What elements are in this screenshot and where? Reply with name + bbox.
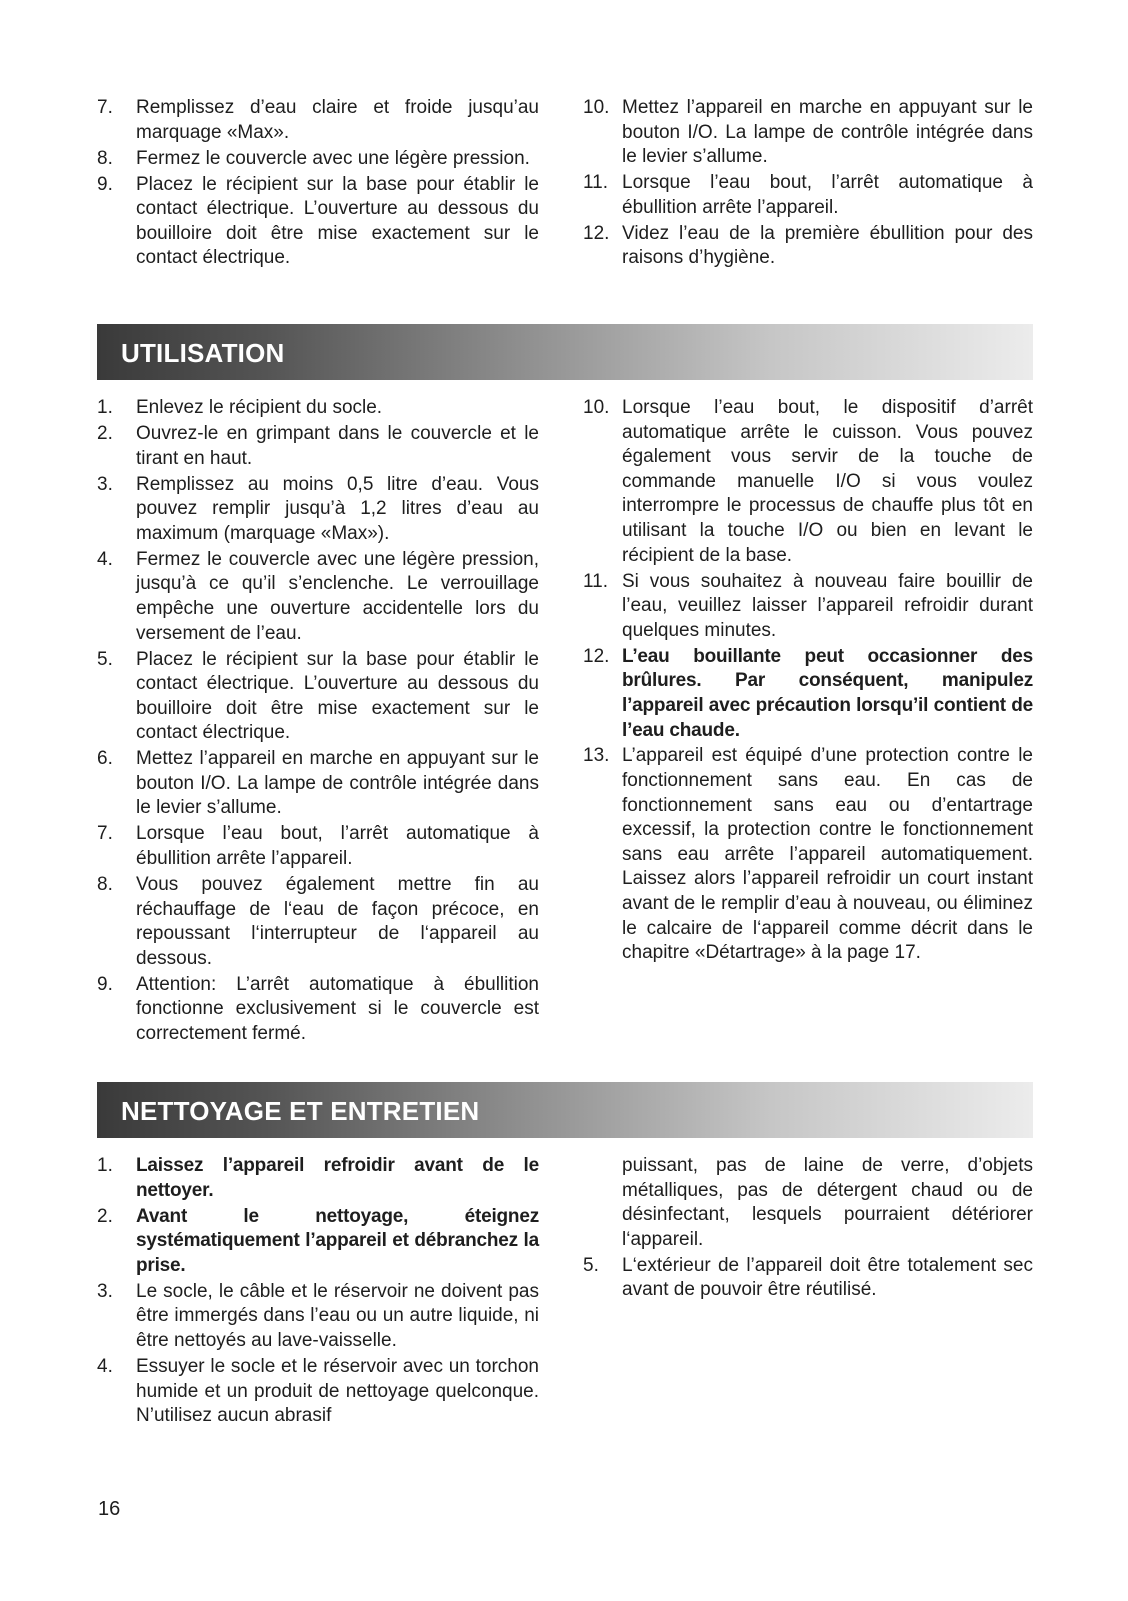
list-item [583, 222, 1033, 271]
item-number: 1. [97, 397, 113, 418]
utilisation-left-list [97, 396, 539, 1047]
list-item [583, 1154, 1033, 1252]
item-text: Si vous souhaitez à nouveau faire bouillir de l’eau, veuillez laisser l’appareil refroidir durant quelques minutes. [622, 570, 1033, 641]
utilisation-right-list [583, 396, 1033, 966]
list-item [97, 1355, 539, 1429]
item-number: 7. [97, 97, 113, 118]
list-item [583, 744, 1033, 965]
item-text: Essuyer le socle et le réservoir avec un torchon humide et un produit de nettoyage quelconque. N’utilisez aucun abrasif [136, 1355, 539, 1427]
list-item [97, 473, 539, 547]
list-item [97, 747, 539, 821]
item-text: Fermez le couvercle avec une légère pression. [136, 147, 530, 169]
item-text: Fermez le couvercle avec une légère pression, jusqu’à ce qu’il s’enclenche. Le verrouillage empêche une ouverture accidentelle lors du versement de l’eau. [136, 548, 539, 644]
item-number: 12. [583, 645, 610, 667]
item-number: 3. [97, 1280, 113, 1302]
item-number: 3. [97, 473, 113, 495]
item-text: Mettez l’appareil en marche en appuyant sur le bouton I/O. La lampe de contrôle intégrée dans le levier s’allume. [136, 748, 539, 819]
item-text: Lorsque l’eau bout, l’arrêt automatique à ébullition arrête l’appareil. [622, 172, 1033, 218]
list-item [583, 1254, 1033, 1303]
nettoyage-heading: NETTOYAGE ET ENTRETIEN [121, 1096, 480, 1126]
list-item [583, 96, 1033, 170]
item-text: Remplissez au moins 0,5 litre d’eau. Vous pouvez remplir jusqu’à 1,2 litres d’eau au maximum (marquage «Max»). [136, 473, 539, 544]
item-number: 4. [97, 1355, 113, 1377]
utilisation-right-column [583, 396, 1033, 967]
item-text: Avant le nettoyage, éteignez systématiquement l’appareil et débranchez la prise. [136, 1205, 539, 1276]
utilisation-heading: UTILISATION [121, 338, 285, 368]
item-number: 13. [583, 745, 610, 767]
list-item [97, 396, 539, 421]
intro-left-column [97, 96, 539, 272]
item-text: Vous pouvez également mettre fin au réchauffage de l‘eau de façon précoce, en repoussant l‘interrupteur de l‘appareil au dessous. [136, 874, 539, 969]
list-item [97, 973, 539, 1047]
item-number: 1. [97, 1155, 113, 1176]
list-item [97, 147, 539, 172]
intro-left-list [97, 96, 539, 271]
item-text: Attention: L’arrêt automatique à ébullition fonctionne exclusivement si le couvercle est correctement fermé. [136, 973, 539, 1044]
item-number: 9. [97, 173, 113, 195]
item-number: 10. [583, 397, 610, 418]
intro-right-list [583, 96, 1033, 271]
list-item [583, 570, 1033, 644]
item-text: Laissez l’appareil refroidir avant de le nettoyer. [136, 1155, 539, 1201]
item-text: Lorsque l’eau bout, l’arrêt automatique à ébullition arrête l’appareil. [136, 823, 539, 870]
item-number: 7. [97, 823, 113, 845]
item-number: 10. [583, 97, 610, 118]
nettoyage-left-column [97, 1154, 539, 1430]
list-item [97, 548, 539, 646]
list-item [97, 822, 539, 871]
list-item [97, 96, 539, 145]
item-text: Videz l’eau de la première ébullition pour des raisons d’hygiène. [622, 222, 1033, 269]
list-item [583, 171, 1033, 220]
item-number: 8. [97, 874, 113, 896]
item-number: 9. [97, 973, 113, 995]
nettoyage-right-column [583, 1154, 1033, 1304]
page-number: 16 [98, 1498, 121, 1520]
item-number: 5. [583, 1254, 599, 1276]
list-item [97, 648, 539, 746]
item-text: Enlevez le récipient du socle. [136, 397, 383, 418]
item-text: Le socle, le câble et le réservoir ne doivent pas être immergés dans l’eau ou un autre liquide, ni être nettoyés au lave-vaisselle. [136, 1280, 539, 1351]
intro-right-column [583, 96, 1033, 272]
item-text: Placez le récipient sur la base pour établir le contact électrique. L’ouverture au dessous du bouilloire doit être mise exactement sur le contact électrique. [136, 173, 539, 269]
item-number: 5. [97, 648, 113, 670]
nettoyage-header-bar [97, 1082, 1033, 1138]
list-item [97, 1154, 539, 1203]
list-item [97, 173, 539, 271]
list-item [97, 1280, 539, 1354]
list-item [97, 422, 539, 471]
item-text: puissant, pas de laine de verre, d’objets métalliques, pas de détergent chaud ou de désinfectant, lesquels pourraient détériorer l‘appareil. [622, 1155, 1033, 1250]
utilisation-left-column [97, 396, 539, 1048]
item-number: 11. [583, 570, 609, 592]
list-item [97, 873, 539, 971]
item-text: Mettez l’appareil en marche en appuyant sur le bouton I/O. La lampe de contrôle intégrée dans le levier s’allume. [622, 97, 1033, 168]
list-item [583, 645, 1033, 743]
list-item [97, 1205, 539, 1279]
item-text: L’appareil est équipé d’une protection contre le fonctionnement sans eau. En cas de fonctionnement sans eau ou d’entartrage excessif, la protection contre le fonctionnement sans eau arrête l’appareil automatiquement. Laissez alors l’appareil refroidir un court instant avant de le remplir d’eau à nouveau, ou éliminez le calcaire de l‘appareil comme décrit dans le chapitre «Détartrage» à la page 17. [622, 745, 1033, 964]
item-number: 6. [97, 748, 113, 770]
item-number: 2. [97, 422, 113, 444]
item-number: 12. [583, 222, 610, 244]
nettoyage-left-list [97, 1154, 539, 1429]
list-item [583, 396, 1033, 568]
nettoyage-right-list [583, 1154, 1033, 1303]
item-number: 2. [97, 1205, 113, 1227]
item-text: Lorsque l’eau bout, le dispositif d’arrêt automatique arrête le cuisson. Vous pouvez également vous servir de la touche de commande manuelle I/O si vous voulez interrompre le processus de chauffe plus tôt en utilisant la touche I/O ou bien en levant le récipient de la base. [622, 397, 1033, 566]
item-number: 11. [583, 172, 609, 194]
item-text: Remplissez d’eau claire et froide jusqu’au marquage «Max». [136, 97, 539, 143]
item-text: Ouvrez-le en grimpant dans le couvercle et le tirant en haut. [136, 422, 539, 469]
item-number: 4. [97, 548, 113, 570]
item-text: L’eau bouillante peut occasionner des brûlures. Par conséquent, manipulez l’appareil avec précaution lorsqu’il contient de l’eau chaude. [622, 645, 1033, 741]
utilisation-header-bar [97, 324, 1033, 380]
item-text: L‘extérieur de l’appareil doit être totalement sec avant de pouvoir être réutilisé. [622, 1254, 1033, 1301]
item-number: 8. [97, 147, 113, 169]
item-text: Placez le récipient sur la base pour établir le contact électrique. L’ouverture au dessous du bouilloire doit être mise exactement sur le contact électrique. [136, 648, 539, 744]
